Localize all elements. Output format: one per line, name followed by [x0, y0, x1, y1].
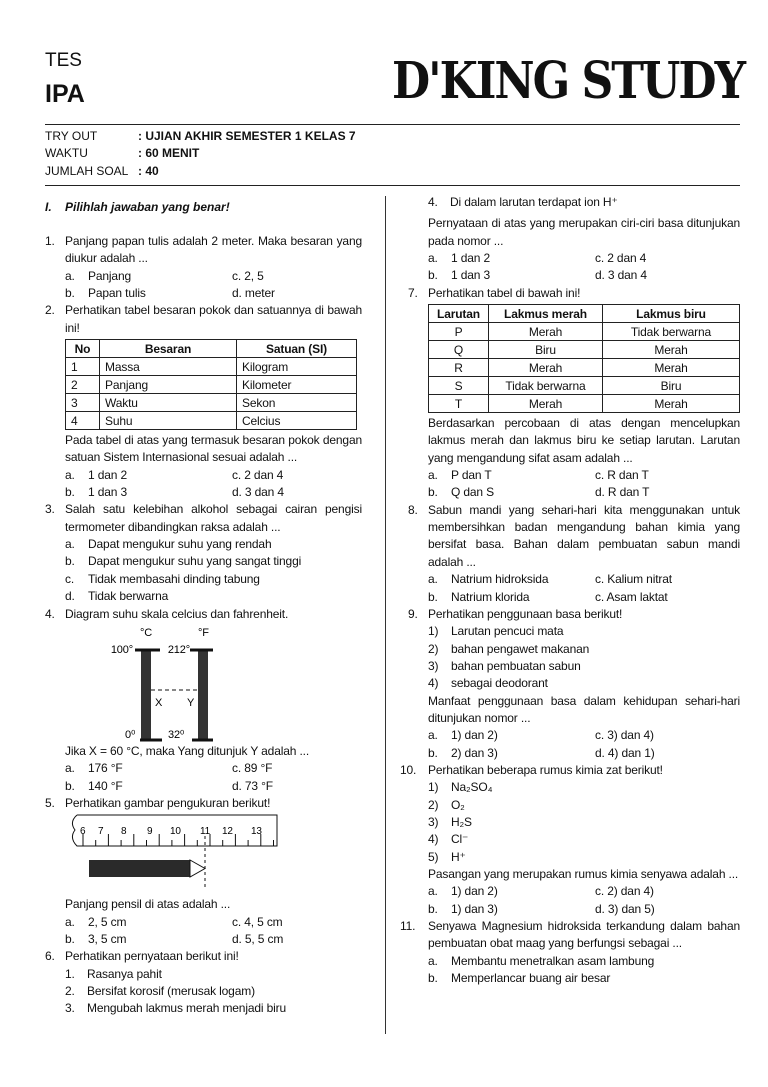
- brand-logo: D'KING STUDY: [391, 52, 744, 111]
- meta-value: : 40: [138, 163, 159, 178]
- svg-text:°F: °F: [198, 626, 209, 639]
- svg-text:212°: 212°: [167, 643, 190, 656]
- ruler-diagram: [45, 812, 362, 896]
- question-text: Berdasarkan percobaan di atas dengan mencelupkan lakmus merah dan lakmus biru ke setiap larutan. Larutan yang mengandung sifat asam adalah ...: [428, 416, 740, 465]
- section-heading: I. Pilihlah jawaban yang benar!: [45, 200, 230, 214]
- statement-item: 1. Rasanya pahit: [65, 966, 162, 981]
- thermometer-diagram: [45, 623, 362, 743]
- options: a. 1 dan 2 c. 2 dan 4: [65, 467, 284, 482]
- question-5: 5. Perhatikan gambar pengukuran berikut!: [45, 795, 271, 810]
- question-1: 1. Panjang papan tulis adalah 2 meter. Maka besaran yang diukur adalah ...: [45, 234, 362, 266]
- question-text: Pada tabel di atas yang termasuk besaran pokok dengan satuan Sistem Internasional sesuai adalah ...: [65, 433, 362, 465]
- options: a. Panjang c. 2, 5: [65, 268, 264, 283]
- options: a. 1) dan 2) c. 2) dan 4): [428, 884, 654, 899]
- question-10: 10. Perhatikan beberapa rumus kimia zat berikut!: [400, 762, 663, 777]
- svg-text:32⁰: 32⁰: [168, 728, 185, 741]
- lakmus-table: Larutan Lakmus merah Lakmus biru P Merah Tidak berwarna Q Biru Merah R Merah Merah S Tidak berwarna Biru T Merah Merah: [428, 304, 740, 413]
- list-item: 3) bahan pembuatan sabun: [428, 658, 581, 673]
- svg-text:11: 11: [200, 826, 211, 838]
- meta-key: JUMLAH SOAL: [45, 163, 129, 178]
- options: a. P dan T c. R dan T: [428, 468, 649, 483]
- options: b. Natrium klorida c. Asam laktat: [428, 589, 668, 604]
- divider: [45, 124, 740, 125]
- svg-text:13: 13: [251, 826, 262, 838]
- formula-item: 5) H⁺: [428, 849, 466, 864]
- list-item: 1) Larutan pencuci mata: [428, 624, 564, 639]
- option-a: a. Membantu menetralkan asam lambung: [428, 953, 655, 968]
- options: b. 140 °F d. 73 °F: [65, 778, 273, 793]
- svg-text:0⁰: 0⁰: [125, 728, 136, 741]
- besaran-table: No Besaran Satuan (SI) 1 Massa Kilogram 2 Panjang Kilometer 3 Waktu Sekon 4 Suhu Celcius: [65, 339, 357, 430]
- option-d: d. Tidak berwarna: [65, 589, 169, 604]
- statement-item: 4. Di dalam larutan terdapat ion H⁺: [428, 195, 618, 209]
- options: a. 1 dan 2 c. 2 dan 4: [428, 251, 647, 266]
- svg-text:X: X: [155, 696, 163, 709]
- subject-title: IPA: [45, 80, 85, 108]
- question-text: Panjang pensil di atas adalah ...: [65, 897, 231, 912]
- question-8: 8. Sabun mandi yang sehari-hari kita menggunakan untuk membersihkan badan mengandung bahan kimia yang bersifat basa. Bahan dalam pembuatan sabun mandi adalah ...: [408, 502, 740, 569]
- svg-text:8: 8: [121, 826, 127, 838]
- formula-item: 2) O₂: [428, 797, 465, 812]
- options: b. Papan tulis d. meter: [65, 286, 275, 301]
- question-text: Pernyataan di atas yang merupakan ciri-ciri basa ditunjukan pada nomor ...: [428, 216, 740, 248]
- formula-item: 4) Cl⁻: [428, 832, 469, 847]
- options: b. 1 dan 3 d. 3 dan 4: [428, 268, 647, 283]
- formula-item: 3) H₂S: [428, 814, 472, 829]
- option-b: b. Memperlancar buang air besar: [428, 971, 611, 986]
- question-4: 4. Diagram suhu skala celcius dan fahrenheit.: [45, 606, 289, 621]
- question-text: Manfaat penggunaan basa dalam kehidupan sehari-hari ditunjukan nomor ...: [428, 693, 740, 725]
- options: b. Q dan S d. R dan T: [428, 485, 650, 500]
- formula-item: 1) Na₂SO₄: [428, 780, 493, 795]
- options: b. 1 dan 3 d. 3 dan 4: [65, 485, 284, 500]
- list-item: 2) bahan pengawet makanan: [428, 641, 590, 656]
- exam-meta: [45, 128, 356, 180]
- options: a. 176 °F c. 89 °F: [65, 761, 273, 776]
- question-2: 2. Perhatikan tabel besaran pokok dan satuannya di bawah ini!: [45, 303, 362, 335]
- option-a: a. Dapat mengukur suhu yang rendah: [65, 537, 272, 552]
- svg-text:12: 12: [222, 826, 233, 838]
- test-label: TES: [45, 50, 82, 71]
- divider: [45, 185, 740, 186]
- svg-text:Y: Y: [187, 696, 195, 709]
- meta-value: : 60 MENIT: [138, 146, 200, 161]
- question-7: 7. Perhatikan tabel di bawah ini!: [408, 285, 581, 300]
- options: b. 1) dan 3) d. 3) dan 5): [428, 901, 655, 916]
- meta-key: TRY OUT: [45, 129, 98, 143]
- question-9: 9. Perhatikan penggunaan basa berikut!: [408, 606, 623, 621]
- svg-text:6: 6: [80, 826, 86, 838]
- svg-text:100°: 100°: [110, 643, 133, 656]
- column-divider: [385, 196, 386, 1034]
- question-11: 11. Senyawa Magnesium hidroksida terkandung dalam bahan pembuatan obat maag yang berfungsi sebagai ...: [400, 919, 740, 951]
- statement-item: 3. Mengubah lakmus merah menjadi biru: [65, 1001, 287, 1016]
- svg-text:10: 10: [170, 826, 181, 838]
- options: b. 2) dan 3) d. 4) dan 1): [428, 745, 655, 760]
- meta-key: WAKTU: [45, 146, 88, 161]
- svg-text:7: 7: [98, 826, 104, 838]
- meta-value: : UJIAN AKHIR SEMESTER 1 KELAS 7: [138, 129, 356, 143]
- options: a. 1) dan 2) c. 3) dan 4): [428, 728, 654, 743]
- list-item: 4) sebagai deodorant: [428, 676, 548, 691]
- options: a. Natrium hidroksida c. Kalium nitrat: [428, 572, 672, 587]
- right-column: [400, 194, 740, 987]
- question-6: 6. Perhatikan pernyataan berikut ini!: [45, 949, 239, 964]
- question-text: Jika X = 60 °C, maka Yang ditunjuk Y adalah ...: [65, 743, 310, 758]
- statement-item: 2. Bersifat korosif (merusak logam): [65, 983, 255, 998]
- option-b: b. Dapat mengukur suhu yang sangat tinggi: [65, 554, 302, 569]
- options: b. 3, 5 cm d. 5, 5 cm: [65, 931, 284, 946]
- question-text: Pasangan yang merupakan rumus kimia senyawa adalah ...: [428, 867, 739, 881]
- question-3: 3. Salah satu kelebihan alkohol sebagai cairan pengisi termometer dibandingkan raksa adalah ...: [45, 502, 362, 534]
- option-c: c. Tidak membasahi dinding tabung: [65, 571, 260, 586]
- svg-text:°C: °C: [140, 626, 153, 639]
- svg-text:9: 9: [147, 826, 153, 838]
- options: a. 2, 5 cm c. 4, 5 cm: [65, 914, 283, 929]
- left-column: [45, 233, 362, 1018]
